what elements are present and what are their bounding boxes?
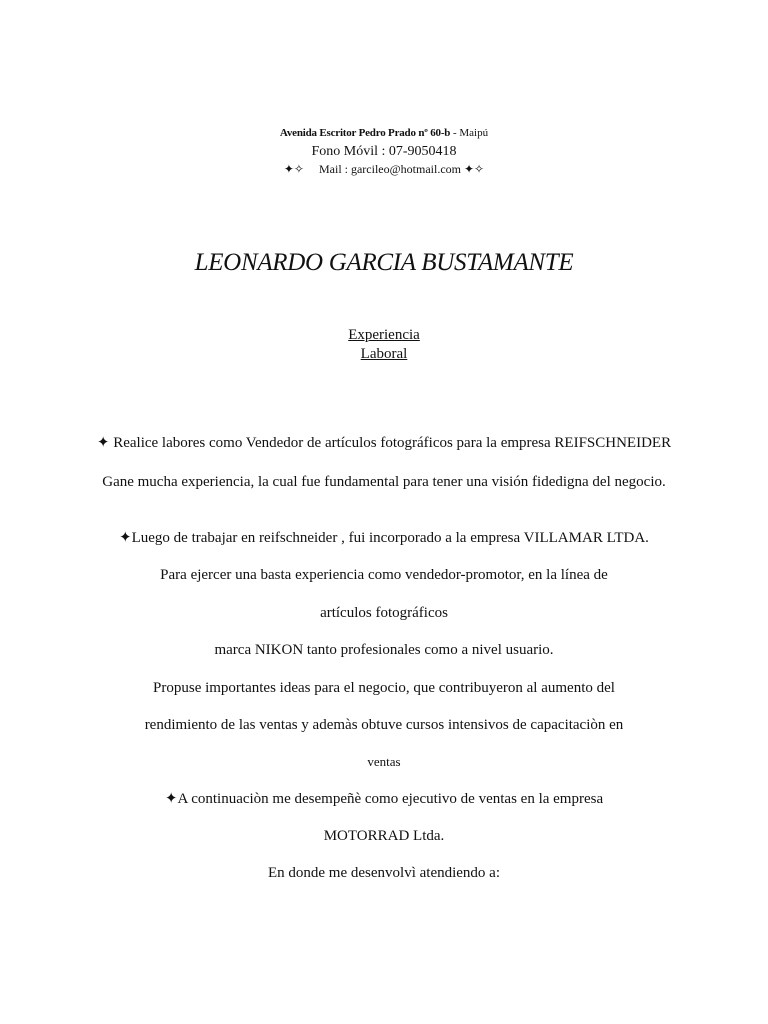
- address-line: [0, 128, 768, 139]
- paragraph-line: ✦Luego de trabajar en reifschneider , fui incorporado a la empresa VILLAMAR LTDA.: [119, 530, 649, 546]
- star-ornament-icon: ✦✧: [464, 162, 485, 176]
- paragraph-line: En donde me desenvolvì atendiendo a:: [267, 865, 501, 881]
- paragraph-line: rendimiento de las ventas y ademàs obtuve cursos intensivos de capacitaciòn en: [144, 717, 624, 733]
- section-heading-line1: Experiencia: [348, 327, 420, 343]
- paragraph-line: Para ejercer una basta experiencia como vendedor-promotor, en la línea de: [160, 567, 608, 583]
- paragraph-line: Gane mucha experiencia, la cual fue fundamental para tener una visión fidedigna del negocio.: [102, 474, 666, 490]
- address-street: Avenida Escritor Pedro Prado nº 60-b: [279, 127, 451, 139]
- phone-line: Fono Móvil : 07-9050418: [311, 144, 457, 159]
- section-heading-line2: Laboral: [360, 346, 408, 362]
- paragraph-line: MOTORRAD Ltda.: [323, 828, 445, 844]
- star-ornament-icon: ✦✧: [283, 162, 304, 176]
- paragraph-line: Propuse importantes ideas para el negocio, que contribuyeron al aumento del: [153, 680, 615, 696]
- paragraph-line: ✦A continuaciòn me desempeñè como ejecutivo de ventas en la empresa: [164, 791, 604, 807]
- paragraph-line: ventas: [367, 754, 401, 769]
- person-name-title: LEONARDO GARCIA BUSTAMANTE: [194, 249, 574, 276]
- paragraph-line: marca NIKON tanto profesionales como a nivel usuario.: [214, 642, 554, 658]
- address-commune: - Maipú: [452, 127, 489, 139]
- mail-address: Mail : garcileo@hotmail.com: [318, 162, 461, 176]
- paragraph-line: ✦ Realice labores como Vendedor de artículos fotográficos para la empresa REIFSCHNEIDER: [96, 435, 672, 451]
- mail-line: [0, 163, 768, 175]
- paragraph-line: artículos fotográficos: [320, 605, 448, 621]
